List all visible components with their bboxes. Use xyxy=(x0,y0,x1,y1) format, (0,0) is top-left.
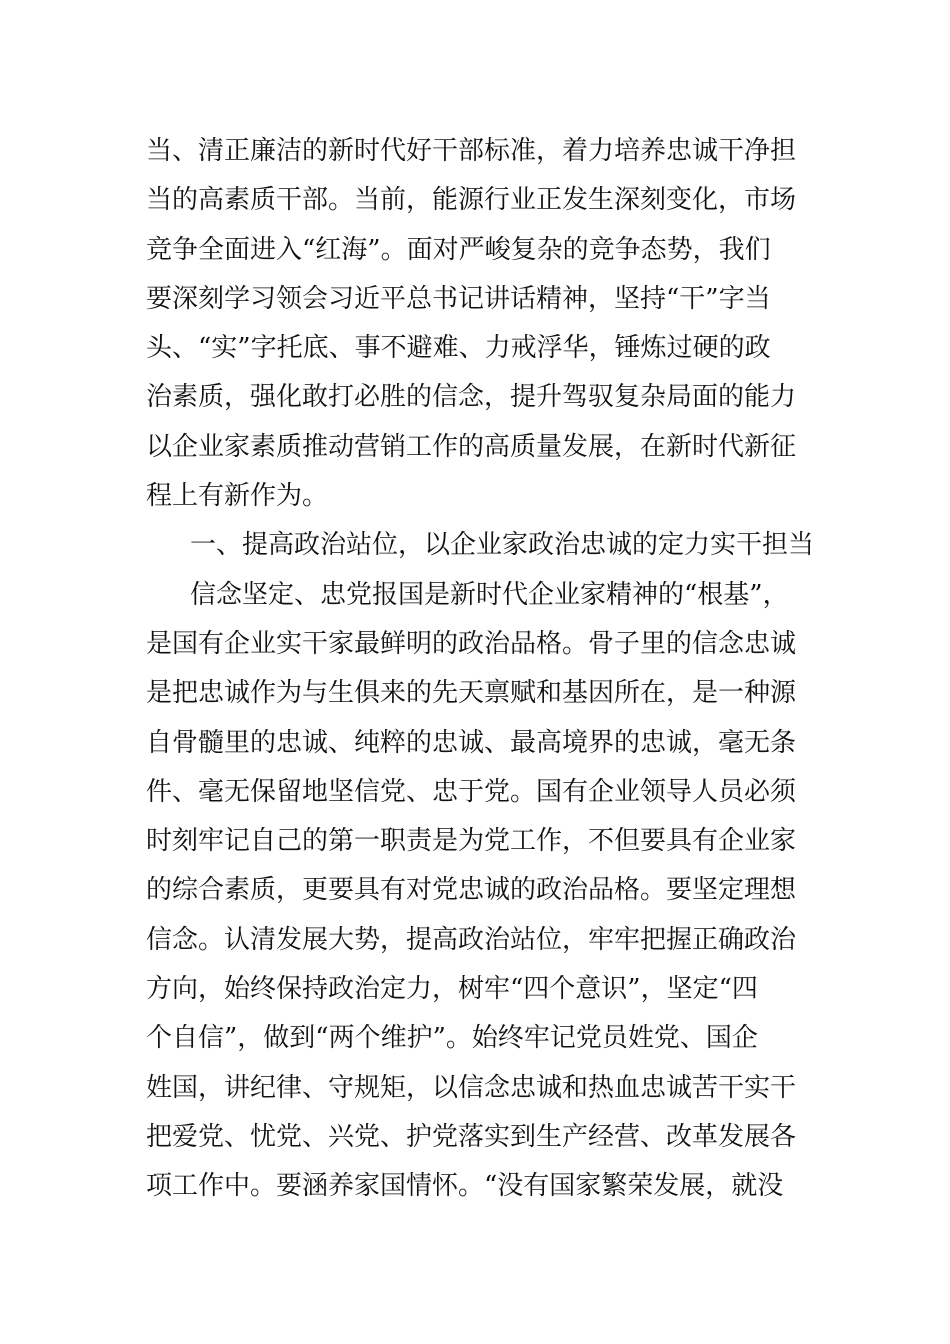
text-line: 当、清正廉洁的新时代好干部标准，着力培养忠诚干净担 xyxy=(146,136,797,166)
document-body xyxy=(146,127,826,1212)
text-line: 个自信”，做到“两个维护”。始终牢记党员姓党、国企 xyxy=(146,1023,758,1054)
text-line: 要深刻学习领会习近平总书记讲话精神，坚持“干”字当 xyxy=(146,283,771,314)
text-line: 是国有企业实干家最鲜明的政治品格。骨子里的信念忠诚 xyxy=(146,628,797,659)
text-line: 竞争全面进入“红海”。面对严峻复杂的竞争态势，我们 xyxy=(146,234,771,265)
text-line: 治素质，强化敢打必胜的信念，提升驾驭复杂局面的能力 xyxy=(146,382,797,413)
text-line: 项工作中。要涵养家国情怀。“没有国家繁荣发展，就没 xyxy=(146,1171,784,1202)
section-heading: 一、提高政治站位，以企业家政治忠诚的定力实干担当 xyxy=(190,530,815,561)
text-line: 信念。认清发展大势，提高政治站位，牢牢把握正确政治 xyxy=(146,924,797,955)
text-line: 程上有新作为。 xyxy=(146,481,329,512)
text-line: 方向，始终保持政治定力，树牢“四个意识”，坚定“四 xyxy=(146,974,758,1005)
text-line: 头、“实”字托底、事不避难、力戒浮华，锤炼过硬的政 xyxy=(146,333,771,364)
text-line: 自骨髓里的忠诚、纯粹的忠诚、最高境界的忠诚，毫无条 xyxy=(146,727,797,758)
text-line: 件、毫无保留地坚信党、忠于党。国有企业领导人员必须 xyxy=(146,776,797,807)
text-line: 的综合素质，更要具有对党忠诚的政治品格。要坚定理想 xyxy=(146,875,797,906)
text-line: 是把忠诚作为与生俱来的先天禀赋和基因所在，是一种源 xyxy=(146,678,797,709)
text-line: 以企业家素质推动营销工作的高质量发展，在新时代新征 xyxy=(146,431,797,462)
text-line: 把爱党、忧党、兴党、护党落实到生产经营、改革发展各 xyxy=(146,1121,797,1152)
text-line: 时刻牢记自己的第一职责是为党工作，不但要具有企业家 xyxy=(146,826,797,857)
paragraph-first-line: 信念坚定、忠党报国是新时代企业家精神的“根基”， xyxy=(190,579,789,610)
text-line: 当的高素质干部。当前，能源行业正发生深刻变化，市场 xyxy=(146,185,797,216)
text-line: 姓国，讲纪律、守规矩，以信念忠诚和热血忠诚苦干实干 xyxy=(146,1072,797,1103)
